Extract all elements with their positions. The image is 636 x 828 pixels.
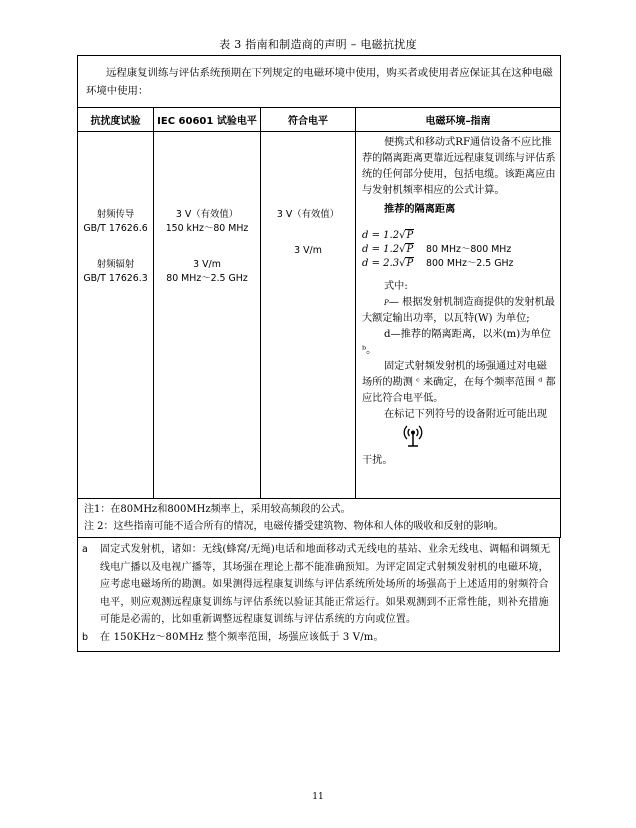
page-number: 11 (312, 792, 324, 802)
compliance-cell (261, 132, 356, 499)
conducted-level-1: 3 V（有效值） (175, 209, 239, 220)
radiated-standard: GB/T 17626.3 (83, 273, 148, 284)
guidance-para-1: 便携式和移动式RF通信设备不应比推荐的隔离距离更靠近远程康复训练与评估系统的任何部分使用，包括电缆。该距离应由与发射机频率相应的公式计算。 (362, 137, 556, 196)
footnote-cell (78, 538, 560, 652)
guidance-cell (356, 132, 561, 499)
test-cell (78, 132, 154, 499)
formula-1: d = 1.2√P (362, 230, 414, 241)
conducted-compliance: 3 V（有效值） (276, 209, 340, 220)
header-test: 抗扰度试验 (78, 108, 154, 132)
intro-text: 远程康复训练与评估系统预期在下列规定的电磁环境中使用，购买者或使用者应保证其在这种电磁环境中使用： (78, 56, 561, 108)
field-strength-text: 固定式射频发射机的场强通过对电磁场所的勘测 ᶜ 来确定，在每个频率范围 ᵈ 都应比符合电平低。 (362, 361, 556, 404)
formula-2: d = 1.2√P 80 MHz～800 MHz (362, 244, 512, 255)
marking-text: 在标记下列符号的设备附近可能出现 (384, 409, 547, 420)
footnote-b: b 在 150KHz～80MHz 整个频率范围，场强应该低于 3 V/m。 (82, 631, 384, 643)
immunity-table (77, 55, 561, 538)
table-title: 表 3 指南和制造商的声明 – 电磁抗扰度 (219, 38, 417, 51)
radiated-name: 射频辐射 (96, 259, 135, 270)
formula-3: d = 2.3√P 800 MHz～2.5 GHz (362, 258, 514, 269)
interference-text: 干扰。 (362, 455, 393, 466)
where-label: 式中: (384, 281, 408, 292)
conducted-standard: GB/T 17626.6 (83, 223, 148, 234)
d-definition: d—推荐的隔离距离，以米(m)为单位 ᵇ。 (362, 329, 551, 356)
recommended-distance-heading: 推荐的隔离距离 (384, 203, 456, 215)
footnote-table (77, 537, 560, 652)
header-guidance: 电磁环境–指南 (356, 108, 561, 132)
p-definition: P— 根据发射机制造商提供的发射机最大额定输出功率，以瓦特(W) 为单位; (362, 297, 555, 324)
header-compliance: 符合电平 (261, 108, 356, 132)
footnote-a: a 固定式发射机，诸如：无线(蜂窝/无绳)电话和地面移动式无线电的基站、业余无线电、调幅和调频无线电广播以及电视广播等，其场强在理论上都不能准确预知。为评定固定式射频发射机的电磁环境，应考虑电磁场所的勘测。如果测得远程康复训练与评估系统所处场所的场强高于上述适用的射频符合电平，则应观测远程康复训练与评估系统以验证其能正常运行。如果观测到不正常性能，则补充措施可能是必需的，比如重新调整远程康复训练与评估系统的方向或位置。 (82, 544, 551, 626)
level-cell (154, 132, 261, 499)
conducted-level-2: 150 kHz～80 MHz (165, 223, 249, 234)
radiated-level-2: 80 MHz～2.5 GHz (166, 273, 248, 284)
radiated-level-1: 3 V/m (193, 259, 221, 270)
radiated-compliance: 3 V/m (294, 245, 322, 256)
note-2: 注 2：这些指南可能不适合所有的情况，电磁传播受建筑物、物体和人体的吸收和反射的影响。 (84, 521, 504, 532)
non-ionizing-radiation-icon (398, 419, 428, 449)
note-1: 注1：在80MHz和800MHz频率上，采用较高频段的公式。 (84, 504, 351, 515)
notes-cell (78, 499, 561, 538)
conducted-name: 射频传导 (96, 209, 135, 220)
header-level: IEC 60601 试验电平 (154, 108, 261, 132)
